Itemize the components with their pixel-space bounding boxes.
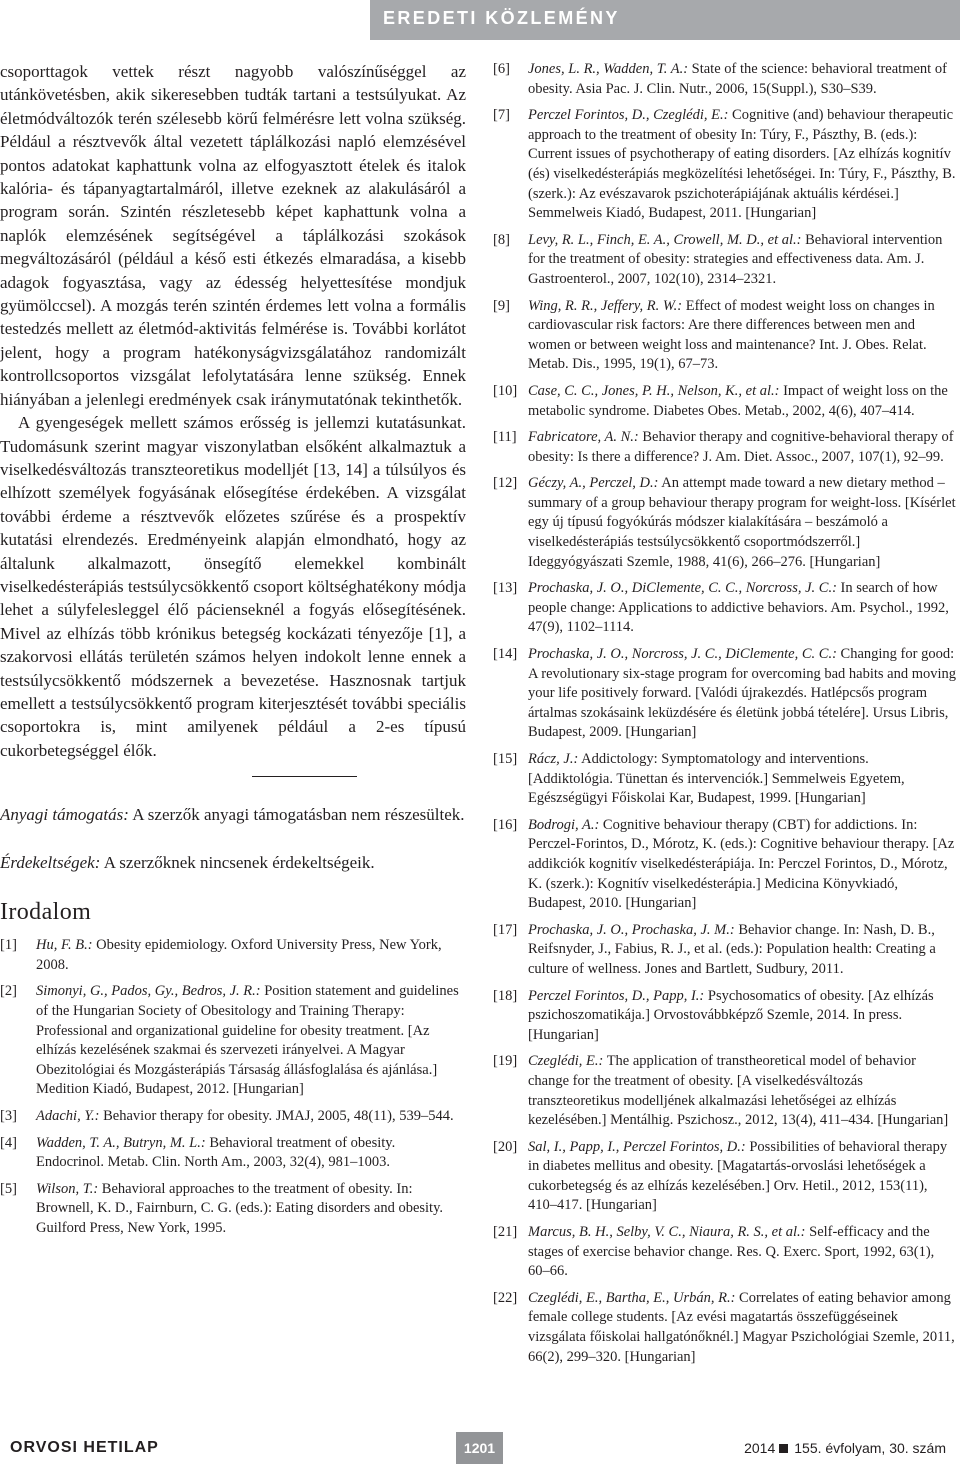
conflict-text: A szerzőknek nincsenek érdekeltségeik.	[103, 853, 375, 873]
reference-number: [15]	[493, 751, 518, 767]
reference-item	[493, 1223, 957, 1282]
reference-authors: Géczy, A., Perczel, D.:	[528, 475, 659, 492]
reference-text: Changing for good: A revolutionary six-stage program for overcoming bad habits and moving your life positively forward. [Valódi újrakezdés. Hatlépcsős program ártalmas szokásaink leküzdésére és életünk jobbá tételére]. Ursus Libris, Budapest, 2009. [Hungarian]	[528, 646, 957, 741]
reference-number: [4]	[0, 1134, 17, 1151]
reference-number: [12]	[493, 475, 518, 492]
reference-text: Effect of modest weight loss on changes in cardiovascular risk factors: Are there differences between men and women or between weight loss and maintenance? Int. J. Obes. Relat. Metab. Dis., 1995, 19(1), 67–73.	[528, 297, 935, 373]
declarations	[0, 803, 466, 875]
reference-authors: Adachi, Y.:	[36, 1107, 100, 1124]
reference-item	[493, 921, 957, 980]
reference-item	[493, 60, 957, 99]
reference-authors: Czeglédi, E., Bartha, E., Urbán, R.:	[528, 1289, 736, 1306]
reference-item	[493, 816, 957, 914]
reference-text: Cognitive (and) behaviour therapeutic approach to the treatment of obesity In: Túry, F., Pászthy, B. (eds.): Current issues of psychotherapy of eating disorders. [Az elhízás kognitív (és) viselkedésterápiás megközelítési lehetőségei. In: Túry, F., Pászthy, B. (szerk.): Az evészavarok pszichoterápiájának aktuális kérdései.] Semmelweis Kiadó, Budapest, 2011. [Hungarian]	[528, 107, 956, 222]
reference-number: [16]	[493, 816, 518, 833]
reference-number: [6]	[493, 61, 510, 77]
reference-item	[493, 1138, 957, 1216]
reference-item	[493, 1052, 957, 1130]
reference-authors: Marcus, B. H., Selby, V. C., Niaura, R. S., et al.:	[528, 1224, 806, 1241]
reference-text: Position statement and guidelines of the Hungarian Society of Obesitology and Training Therapy: Professional and organizational guideline for obesity treatment. [Az elhízás kezelésének szakmai és szervezeti irányelvei. A Magyar Obezitológiai és Mozgásterápiás Társaság állásfoglalása és ajánlása.] Medition Kiadó, Budapest, 2012. [Hungarian]	[36, 983, 459, 1098]
reference-text: Behavior therapy for obesity. JMAJ, 2005, 48(11), 539–544.	[103, 1107, 454, 1124]
page-footer	[0, 1429, 960, 1464]
reference-authors: Prochaska, J. O., DiClemente, C. C., Norcross, J. C.:	[528, 580, 837, 597]
reference-text: Behavior change. In: Nash, D. B., Reifsnyder, J., Fabius, R. J., et al. (eds.): Population health: Creating a culture of wellness. Jones and Bartlett, Sudbury, 2011.	[528, 921, 936, 977]
conflict-label: Érdekeltségek:	[0, 853, 101, 873]
references-heading: Irodalom	[0, 899, 92, 926]
reference-text: Possibilities of behavioral therapy in diabetes mellitus and obesity. [Magatartás-orvoslási lehetőségek a cukorbetegség és az elhízás kezelésében.] Orv. Hetil., 2012, 153(11), 410–417. [Hungarian]	[528, 1138, 948, 1214]
issue-year: 2014	[744, 1440, 776, 1456]
reference-item	[493, 231, 957, 290]
right-column	[493, 60, 957, 1374]
reference-authors: Czeglédi, E.:	[528, 1053, 604, 1070]
reference-item	[493, 382, 957, 421]
reference-list-right	[493, 60, 957, 1367]
reference-authors: Jones, L. R., Wadden, T. A.:	[528, 61, 689, 77]
issue-info	[744, 1440, 946, 1456]
reference-text: The application of transtheoretical model of behavior change for the treatment of obesity. [A viselkedésváltozás transzteoretikus modelljének alkalmazási lehetőségei az elhízás kezelésében.] Mentálhig. Pszichosz., 2012, 13(4), 411–434. [Hungarian]	[528, 1053, 949, 1129]
reference-item	[493, 579, 957, 638]
reference-authors: Wadden, T. A., Butryn, M. L.:	[36, 1134, 206, 1151]
reference-number: [3]	[0, 1107, 17, 1124]
reference-number: [13]	[493, 580, 518, 597]
reference-number: [7]	[493, 107, 510, 124]
reference-text: State of the science: behavioral treatment of obesity. Asia Pac. J. Clin. Nutr., 2006, 15(Suppl.), S30–S39.	[528, 61, 947, 97]
section-label: EREDETI KÖZLEMÉNY	[383, 8, 620, 28]
reference-number: [21]	[493, 1224, 518, 1241]
reference-text: Behavioral approaches to the treatment of obesity. In: Brownell, K. D., Fairnburn, C. G. (eds.): Eating disorders and obesity. Guilford Press, New York, 1995.	[36, 1180, 444, 1236]
header-band-blank	[0, 0, 370, 40]
reference-text: Behavior therapy and cognitive-behavioral therapy of obesity: Is there a difference? J. Am. Diet. Assoc., 2007, 107(1), 92–99.	[528, 429, 954, 465]
reference-item	[493, 987, 957, 1046]
reference-authors: Fabricatore, A. N.:	[528, 429, 639, 446]
reference-number: [11]	[493, 429, 517, 446]
reference-authors: Bodrogi, A.:	[528, 816, 600, 833]
separator-rule	[252, 776, 357, 777]
reference-authors: Perczel Forintos, D., Papp, I.:	[528, 987, 705, 1004]
reference-text: In search of how people change: Applications to addictive behaviors. Am. Psychol., 1992, 47(9), 1102–1114.	[528, 580, 949, 636]
reference-text: Correlates of eating behavior among female college students. [Az evési magatartás összefüggéseinek vizsgálata főiskolai hallgatónőknél.] Magyar Pszichológiai Szemle, 2011, 66(2), 299–320. [Hungarian]	[528, 1289, 955, 1365]
issue-volume: 155. évfolyam, 30. szám	[794, 1440, 946, 1456]
reference-item	[0, 982, 466, 1100]
reference-number: [14]	[493, 646, 518, 663]
reference-authors: Hu, F. B.:	[36, 937, 93, 954]
reference-text: An attempt made toward a new dietary method – summary of a group behaviour therapy program for weight-loss. [Kísérlet egy új típusú fogyókúrás módszer kialakítására – beszámoló a viselkedésterápiás testsúlycsökkentő csoportmódszerről.] Ideggyógyászati Szemle, 1988, 41(6), 266–276. [Hungarian]	[528, 475, 956, 570]
reference-text: Self-efficacy and the stages of exercise behavior change. Res. Q. Exerc. Sport, 1992, 63(1), 60–66.	[528, 1224, 935, 1280]
reference-number: [17]	[493, 921, 518, 938]
reference-text: Psychosomatics of obesity. [Az elhízás pszichoszomatikája.] Orvostovábbképző Szemle, 2014. In press. [Hungarian]	[528, 987, 934, 1043]
page-number: 1201	[463, 1440, 496, 1456]
reference-authors: Rácz, J.:	[528, 751, 579, 767]
reference-authors: Wing, R. R., Jeffery, R. W.:	[528, 297, 683, 314]
reference-item	[0, 1107, 466, 1127]
conflict-note	[0, 851, 466, 875]
reference-text: Obesity epidemiology. Oxford University Press, New York, 2008.	[36, 937, 442, 973]
reference-number: [1]	[0, 937, 17, 954]
reference-item	[493, 474, 957, 572]
funding-text: A szerzők anyagi támogatásban nem részesültek.	[132, 805, 465, 825]
reference-authors: Sal, I., Papp, I., Perczel Forintos, D.:	[528, 1138, 746, 1155]
left-column	[0, 60, 466, 1246]
reference-authors: Prochaska, J. O., Norcross, J. C., DiClemente, C. C.:	[528, 646, 837, 663]
reference-text: Behavioral treatment of obesity. Endocrinol. Metab. Clin. North Am., 2003, 32(4), 981–1003.	[36, 1134, 396, 1171]
reference-text: Addictology: Symptomatology and interventions. [Addiktológia. Tünettan és intervenciók.] Semmelweis Egyetem, Egészségügyi Főiskolai Kar, Budapest, 1999. [Hungarian]	[528, 751, 905, 807]
reference-item	[493, 750, 957, 809]
reference-item	[493, 106, 957, 224]
reference-item	[0, 1180, 466, 1239]
page-number-box	[456, 1432, 503, 1464]
reference-number: [5]	[0, 1180, 17, 1197]
square-bullet-icon	[779, 1444, 788, 1453]
reference-number: [22]	[493, 1289, 518, 1306]
reference-authors: Prochaska, J. O., Prochaska, J. M.:	[528, 921, 735, 938]
funding-note	[0, 803, 466, 827]
reference-item	[493, 297, 957, 375]
reference-number: [18]	[493, 987, 518, 1004]
reference-authors: Perczel Forintos, D., Czeglédi, E.:	[528, 107, 729, 124]
section-header-band	[0, 0, 960, 40]
reference-number: [20]	[493, 1138, 518, 1155]
reference-text: Behavioral intervention for the treatment of obesity: strategies and effectiveness data. Am. J. Gastroenterol., 2007, 102(10), 2314–2321.	[528, 231, 943, 287]
reference-list-left	[0, 936, 466, 1238]
reference-authors: Case, C. C., Jones, P. H., Nelson, K., et al.:	[528, 382, 780, 399]
reference-item	[0, 936, 466, 975]
reference-number: [8]	[493, 231, 510, 248]
body-paragraph: csoporttagok vettek részt nagyobb valószínűséggel az utánkövetésben, akik sikeresebben tudták tartani a testsúlyukat. Az életmódváltozók terén szélesebb körű felmérésre lett volna szükség. Például a résztvevők által vezetett táplálkozási napló elemzésével pontos adatokat kaphattunk volna az elfogyasztott ételek és italok kalória- és tápanyagtartalmáról, illetve ezeknek az alakulásáról a program során. Szintén részletesebb képet kaphattunk volna a naplók elemzésének segítségével a táplálkozási szokások megváltozásáról (például a késő esti étkezés elmaradása, a kisebb adagok fogyasztása, vagy az édesség helyettesítése mondjuk gyümölccsel). A mozgás terén szintén érdemes lett volna a formális testedzés mellett az életmód-aktivitás felmérése is. További korlátot jelent, hogy a program hatékonyságvizsgálatához randomizált kontrollcsoportos vizsgálat lefolytatására lenne szükség. Ennek hiányában a jelenlegi eredmények csak iránymutatónak tekinthetők.	[0, 62, 466, 409]
reference-number: [9]	[493, 297, 510, 314]
reference-item	[493, 1289, 957, 1367]
reference-item	[493, 645, 957, 743]
reference-authors: Wilson, T.:	[36, 1180, 99, 1197]
reference-text: Impact of weight loss on the metabolic syndrome. Diabetes Obes. Metab., 2002, 4(6), 407–414.	[528, 382, 948, 419]
reference-text: Cognitive behaviour therapy (CBT) for addictions. In: Perczel-Forintos, D., Mórotz, K. (eds.): Cognitive behaviour therapy. [Az addikciók kognitív viselkedésterápiája. In: Perczel Forintos, D., Mórotz, K. (szerk.): Kognitív viselkedésterápia.] Medicina Könyvkiadó, Budapest, 2010. [Hungarian]	[528, 816, 955, 912]
reference-authors: Levy, R. L., Finch, E. A., Crowell, M. D., et al.:	[528, 231, 802, 248]
reference-number: [19]	[493, 1053, 518, 1070]
reference-item	[0, 1134, 466, 1173]
reference-item	[493, 428, 957, 467]
journal-name: ORVOSI HETILAP	[10, 1439, 159, 1456]
reference-number: [10]	[493, 382, 518, 399]
reference-authors: Simonyi, G., Pados, Gy., Bedros, J. R.:	[36, 983, 261, 1000]
reference-number: [2]	[0, 983, 17, 1000]
body-paragraph: A gyengeségek mellett számos erősség is jellemzi kutatásunkat. Tudomásunk szerint magyar viszonylatban elsőként alkalmaztuk a viselkedésváltozás transzteoretikus modelljét [13, 14] a túlsúlyos és elhízott személyek fogyásának elősegítése érdekében. A vizsgálat további érdeme a résztvevők előzetes szűrése és a prospektív kutatási elrendezés. Eredményeink alapján elmondható, hogy az általunk alkalmazott, önsegítő elemekkel kombinált viselkedésterápiás testsúlycsökkentő csoport költséghatékony módja lehet a súlyfelesleggel élő pácienseknél a fogyás elősegítésének. Mivel az elhízás több krónikus betegség kockázati tényezője [1], a szakorvosi ellátás területén számos helyen indokolt lenne ennek a testsúlycsökkentő módszernek a bevezetése. Hasznosnak tartjuk emellett a testsúlycsökkentő program kiterjesztését további speciális csoportokra is, mint amilyenek például a 2-es típusú cukorbetegséggel élők.	[0, 413, 466, 760]
funding-label: Anyagi támogatás:	[0, 805, 129, 825]
